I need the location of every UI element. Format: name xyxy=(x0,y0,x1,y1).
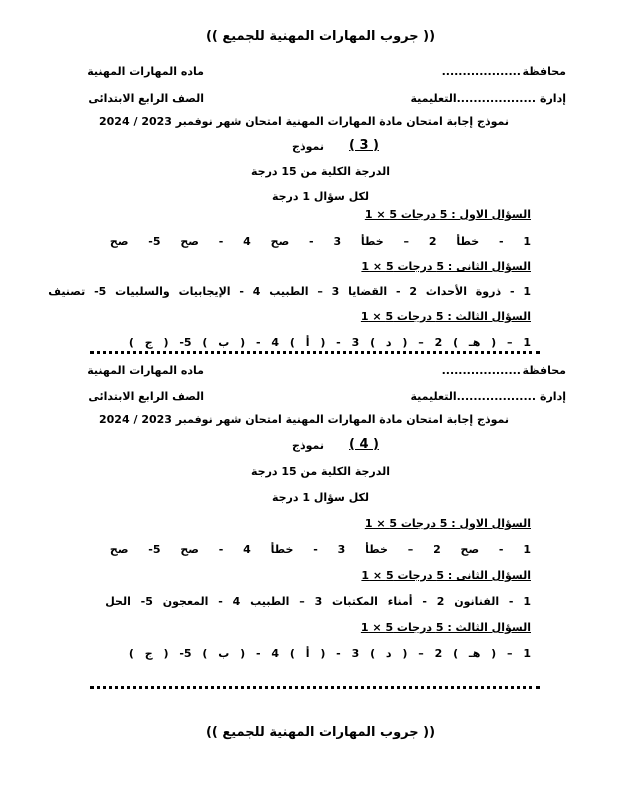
exam-title: نموذج إجابة امتحان مادة المهارات المهنية امتحان شهر نوفمبر 2023 / 2024 xyxy=(99,413,509,426)
governorate-dots: ................... xyxy=(441,65,521,78)
q3-answers: 1 – ( هـ ) 2 – ( د ) 3 - ( أ ) 4 - ( ب ) 5- ( ج ) xyxy=(128,647,531,660)
governorate-label: محافظة xyxy=(522,364,566,377)
model-label: نموذج xyxy=(292,140,324,153)
grade-label: الصف الرابع الابتدائى xyxy=(88,92,204,105)
admin-label: إدارة xyxy=(539,390,566,403)
q1-heading: السؤال الاول : 5 درجات 5 × 1 xyxy=(364,517,531,530)
model-number: ( 4 ) xyxy=(349,437,379,452)
page-footer: (( جروب المهارات المهنية للجميع )) xyxy=(205,725,436,740)
q1-heading: السؤال الاول : 5 درجات 5 × 1 xyxy=(364,208,531,221)
model-number: ( 3 ) xyxy=(349,138,379,153)
q3-answers: 1 – ( هـ ) 2 – ( د ) 3 - ( أ ) 4 - ( ب ) 5- ( ج ) xyxy=(128,336,531,349)
model-label: نموذج xyxy=(292,439,324,452)
q3-heading: السؤال الثالث : 5 درجات 5 × 1 xyxy=(360,621,531,634)
q1-answers: 1 - خطأ 2 – خطأ 3 - صح 4 - صح 5- صح xyxy=(109,235,531,248)
per-question-grade: لكل سؤال 1 درجة xyxy=(271,491,370,504)
section-divider xyxy=(90,351,540,354)
q3-heading: السؤال الثالث : 5 درجات 5 × 1 xyxy=(360,310,531,323)
q2-answers: 1 - ذروة الأحداث 2 - القضايا 3 – الطبيب 4 - الإيجابيات والسلبيات 5- تصنيف xyxy=(48,285,531,298)
page-header: (( جروب المهارات المهنية للجميع )) xyxy=(205,29,436,44)
exam-title: نموذج إجابة امتحان مادة المهارات المهنية امتحان شهر نوفمبر 2023 / 2024 xyxy=(99,115,509,128)
grade-label: الصف الرابع الابتدائى xyxy=(88,390,204,403)
admin-label: إدارة xyxy=(539,92,566,105)
per-question-grade: لكل سؤال 1 درجة xyxy=(271,190,370,203)
subject-label: ماده المهارات المهنية xyxy=(87,364,204,377)
section-divider xyxy=(90,686,540,689)
q2-heading: السؤال الثانى : 5 درجات 5 × 1 xyxy=(361,569,531,582)
governorate-dots: ................... xyxy=(441,364,521,377)
subject-label: ماده المهارات المهنية xyxy=(87,65,204,78)
governorate-label: محافظة xyxy=(522,65,566,78)
admin-dots: ...................التعليمية xyxy=(410,92,536,105)
total-grade: الدرجة الكلية من 15 درجة xyxy=(250,165,391,178)
q1-answers: 1 - صح 2 – خطأ 3 - خطأ 4 - صح 5- صح xyxy=(109,543,531,556)
q2-heading: السؤال الثانى : 5 درجات 5 × 1 xyxy=(361,260,531,273)
admin-dots: ...................التعليمية xyxy=(410,390,536,403)
q2-answers: 1 - الفنانون 2 - أمناء المكتبات 3 – الطبيب 4 - المعجون 5- الحل xyxy=(105,595,531,608)
total-grade: الدرجة الكلية من 15 درجة xyxy=(250,465,391,478)
